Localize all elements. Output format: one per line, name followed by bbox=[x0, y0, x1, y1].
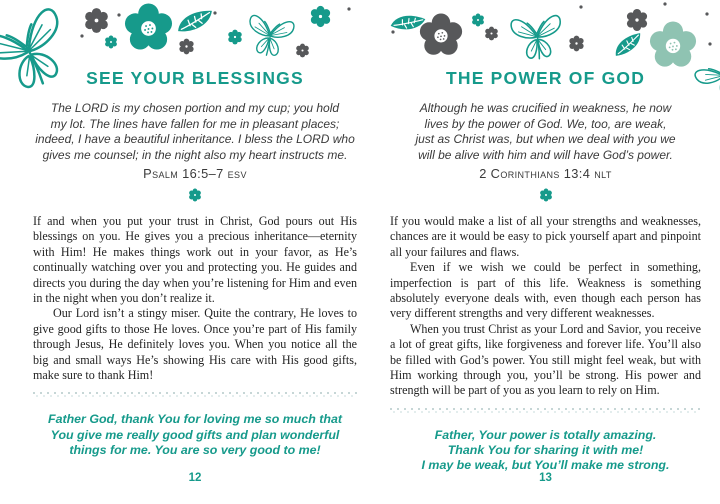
scripture-line: gives me counsel; in the night also my heart instructs me. bbox=[42, 147, 348, 162]
scripture-line: my lot. The lines have fallen for me in pleasant places; bbox=[50, 116, 340, 131]
flower-divider-icon bbox=[390, 188, 701, 207]
prayer-line: things for me. You are so very good to me! bbox=[69, 442, 321, 457]
leaf-icon bbox=[609, 29, 647, 61]
body-paragraph: Our Lord isn’t a stingy miser. Quite the contrary, He loves to give good gifts to those He loves. Once you’re part of His family through Jesus, He definitely loves you. When you notice all the big and small ways He’s showing His care with His good gifts, make sure to thank Him! bbox=[33, 306, 357, 383]
prayer-line: Father God, thank You for loving me so much that bbox=[48, 412, 342, 427]
scripture-line: Although he was crucified in weakness, he now bbox=[419, 101, 672, 115]
leaf-icon bbox=[389, 7, 428, 38]
body-text bbox=[390, 214, 701, 399]
prayer-text bbox=[33, 412, 357, 458]
scripture-reference: 2 Corinthians 13:4 nlt bbox=[479, 166, 612, 182]
dot-icon bbox=[708, 42, 712, 46]
scripture-line: lives by the power of God. We, too, are weak, bbox=[424, 116, 667, 131]
chapter-title: THE POWER OF GOD bbox=[445, 68, 646, 88]
scripture-line: The LORD is my chosen portion and my cup; you hold bbox=[50, 101, 340, 115]
flower-icon bbox=[471, 13, 485, 27]
dot-icon bbox=[347, 7, 351, 11]
dotted-divider bbox=[33, 392, 357, 397]
prayer-line: You give me really good gifts and plan wonderful bbox=[50, 427, 340, 442]
chapter-title: SEE YOUR BLESSINGS bbox=[86, 68, 304, 88]
flower-icon bbox=[484, 26, 499, 41]
body-paragraph: If you would make a list of all your strengths and weaknesses, chances are it would be easy to pick yourself apart and pinpoint all your failures and flaws. bbox=[390, 213, 701, 259]
dot-icon bbox=[705, 12, 709, 16]
flower-icon bbox=[124, 3, 173, 52]
scripture-quote bbox=[33, 101, 357, 182]
scripture-line: just as Christ was, but when we deal with you we bbox=[415, 132, 676, 147]
dot-icon bbox=[80, 34, 84, 38]
dotted-divider bbox=[390, 408, 701, 413]
prayer-line: I may be weak, but You’ll make me strong. bbox=[421, 458, 670, 473]
flower-icon bbox=[104, 35, 118, 49]
flower-icon bbox=[419, 13, 463, 57]
page-number: 13 bbox=[539, 472, 552, 484]
page-left bbox=[33, 60, 357, 504]
dot-icon bbox=[117, 13, 121, 17]
body-paragraph: If and when you put your trust in Christ, God pours out His blessings on you. He gives you a precious inheritance—eternity with Him! He makes things work out in your favor, as He’s continually watching over you and protecting you. He guides and directs you during the day when you’re listening for Him and even in the night when you don’t realize it. bbox=[33, 213, 357, 305]
prayer-text bbox=[390, 428, 701, 474]
flower-icon bbox=[568, 35, 585, 52]
page-number: 12 bbox=[188, 472, 202, 484]
flower-icon bbox=[625, 8, 649, 32]
body-paragraph: Even if we wish we could be perfect in something, imperfection is part of this life. Weakness is something absolutely everyone deals with, even though each person has very different strengths and very different weaknesses. bbox=[390, 260, 701, 321]
flower-icon bbox=[83, 7, 110, 34]
page-right bbox=[390, 60, 701, 504]
dot-icon bbox=[663, 2, 667, 6]
dot-icon bbox=[579, 5, 583, 9]
dot-icon bbox=[213, 11, 217, 15]
prayer-line: Father, Your power is totally amazing. bbox=[434, 427, 657, 442]
scripture-reference: Psalm 16:5–7 esv bbox=[143, 166, 247, 182]
flower-icon bbox=[178, 38, 195, 55]
body-text bbox=[33, 214, 357, 383]
prayer-line: Thank You for sharing it with me! bbox=[447, 443, 644, 458]
scripture-line: will be alive with him and will have God’s power. bbox=[418, 147, 673, 162]
leaf-icon bbox=[175, 7, 215, 35]
scripture-quote bbox=[390, 101, 701, 182]
scripture-line: indeed, I have a beautiful inheritance. I bless the LORD who bbox=[35, 132, 355, 147]
butterfly-icon bbox=[236, 3, 304, 67]
dot-icon bbox=[391, 30, 395, 34]
body-paragraph: When you trust Christ as your Lord and Savior, you receive a lot of great gifts, like forgiveness and forever life. You’ll also be filled with God’s power. You still might feel weak, but with Him working through you, you’ll be strong. His power and strength will be part of you as you learn to rely on Him. bbox=[390, 321, 701, 398]
flower-icon bbox=[227, 29, 243, 45]
flower-icon bbox=[295, 43, 310, 58]
flower-divider-icon bbox=[33, 188, 357, 207]
flower-icon bbox=[309, 5, 332, 28]
